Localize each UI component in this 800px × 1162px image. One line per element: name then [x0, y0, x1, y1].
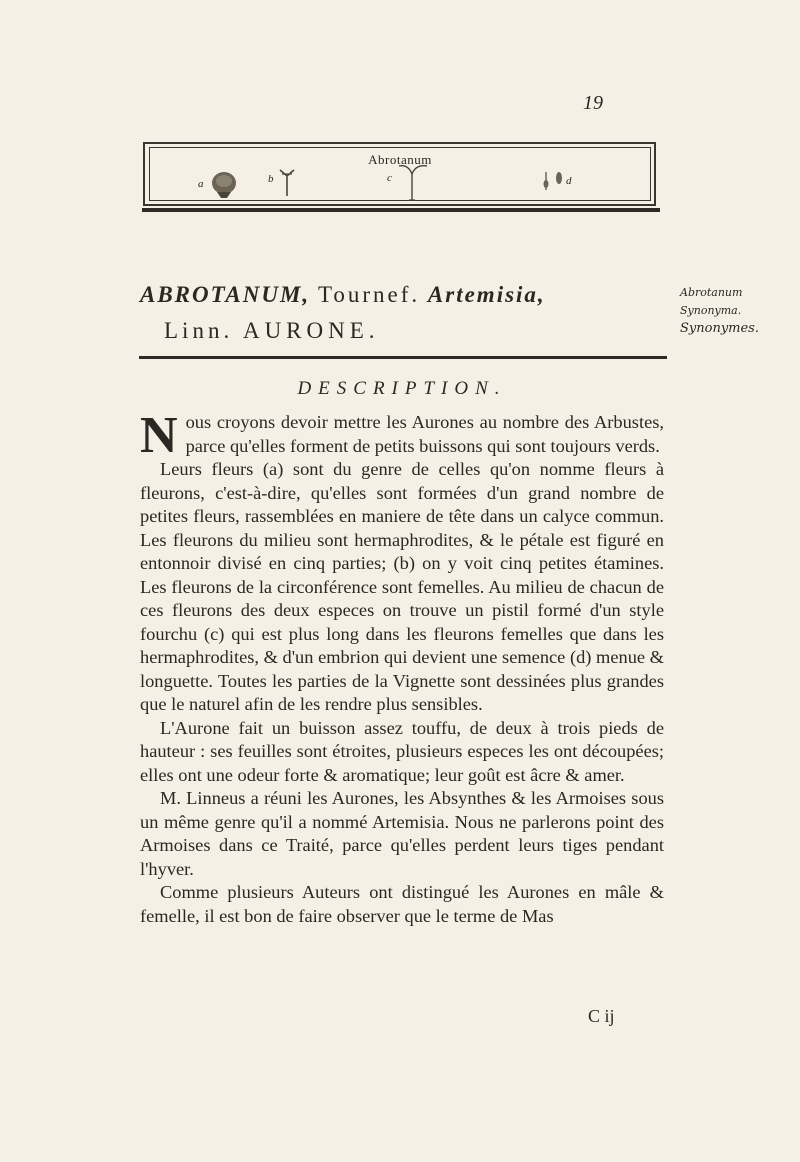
drop-cap: N — [140, 407, 178, 464]
section-rule — [139, 356, 667, 359]
margin-note — [680, 284, 798, 338]
paragraph-1 — [140, 407, 664, 464]
flower-head-figure — [207, 168, 241, 200]
margin-note-line1: Abrotanum — [680, 286, 743, 299]
section-title: DESCRIPTION. — [297, 378, 507, 399]
embryo-figure — [541, 170, 551, 192]
catchword: C ij — [588, 1006, 615, 1026]
main-heading — [140, 282, 546, 308]
paragraph-2: Leurs fleurs (a) sont du genre de celles qu'on nomme fleurs à fleurons, c'est-à-dire, qu'elles sont formées d'un grand nombre de petites fleurs, rassemblées en maniere de tête dans un calyce commun. Les fleurons du milieu sont hermaphrodites, & le pétale est figuré en entonnoir divisé en cinq parties; (b) on y voit cinq petites étamines. Les fleurons de la circonférence sont femelles. Au milieu de chacun de ces fleurons des deux especes on trouve un pistil formé d'un style fourchu (c) qui est plus long dans les fleurons femelles que dans les hermaphrodites, & d'un embrion qui devient une semence (d) menue & longuette. Toutes les parties de la Vignette sont dessinées plus grandes que le naturel afin de les rendre plus sensibles. — [140, 459, 664, 714]
floret-figure — [276, 166, 298, 200]
vignette-label-b: b — [268, 173, 274, 185]
paragraph-5: Comme plusieurs Auteurs ont distingué les Aurones en mâle & femelle, il est bon de faire observer que le terme de Mas — [140, 882, 664, 926]
heading-linnaean-author: Linn. — [164, 318, 234, 343]
margin-note-line2: Synonyma. — [680, 304, 742, 317]
pistil-figure — [396, 160, 430, 204]
heading-author: Tournef. — [317, 282, 421, 307]
vignette-title: Abrotanum — [368, 152, 432, 167]
top-rule — [142, 208, 660, 212]
heading-linnaean-genus: Artemisia, — [427, 282, 546, 307]
heading-genus: ABROTANUM, — [140, 282, 311, 307]
heading-french-name: AURONE. — [242, 318, 380, 343]
seed-figure — [554, 170, 564, 186]
paragraph-1-text: ous croyons devoir mettre les Aurones au nombre des Arbustes, parce qu'elles forment de petits buissons qui sont toujours verds. — [185, 412, 664, 456]
vignette-label-d: d — [566, 175, 572, 187]
page-number: 19 — [583, 92, 603, 114]
sub-heading — [164, 318, 380, 344]
body-text — [140, 407, 664, 928]
vignette-label-c: c — [387, 172, 392, 184]
paragraph-4: M. Linneus a réuni les Aurones, les Absynthes & les Armoises sous un même genre qu'il a nommé Artemisia. Nous ne parlerons point des Armoises dans ce Traité, parce qu'elles perdent leurs tiges pendant l'hyver. — [140, 788, 664, 879]
paragraph-3: L'Aurone fait un buisson assez touffu, de deux à trois pieds de hauteur : ses feuilles sont étroites, plusieurs especes les ont découpées; elles ont une odeur forte & aromatique; leur goût est âcre & amer. — [140, 717, 664, 785]
margin-note-line3: Synonymes. — [680, 321, 759, 336]
vignette-label-a: a — [198, 178, 204, 190]
